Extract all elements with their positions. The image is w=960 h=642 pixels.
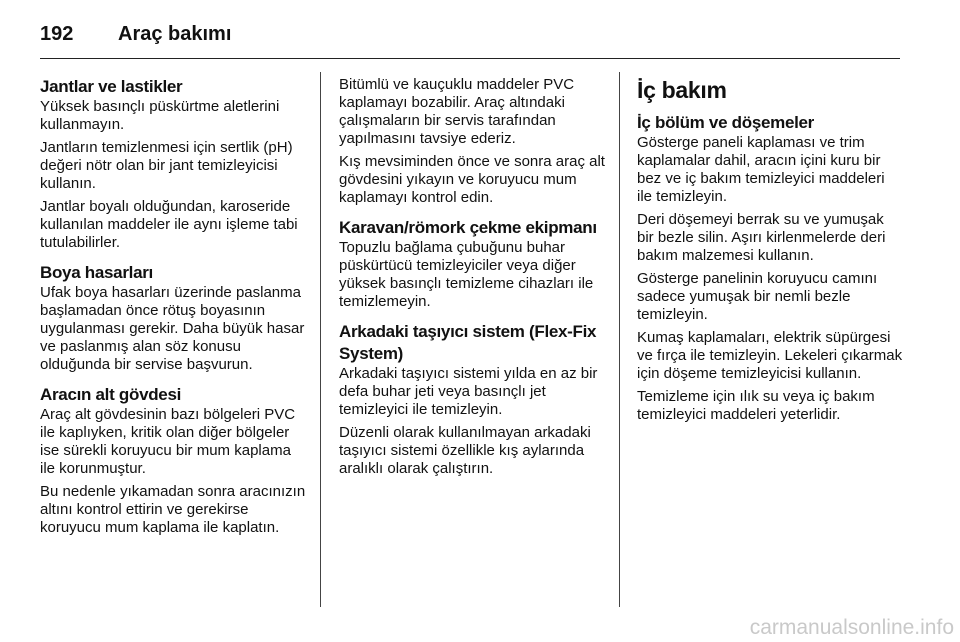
heading-interior-care: İç bakım	[637, 77, 727, 103]
heading-interior-upholstery: İç bölüm ve döşemeler	[637, 113, 814, 132]
paragraph: Kumaş kaplamaları, elektrik süpürgesi ve fırça ile temizleyin. Lekeleri çıkarmak için döşeme temizleyicisi kullanın.	[637, 329, 903, 382]
paragraph: Ufak boya hasarları üzerinde paslanma başlamadan önce rötuş boyasının uygulanması gerekir. Daha büyük hasar ve paslanmış alan söz konusu olduğunda bir servise başvurun.	[40, 284, 305, 373]
paragraph: Temizleme için ılık su veya iç bakım temizleyici maddeleri yeterlidir.	[637, 388, 875, 423]
paragraph: Gösterge panelinin koruyucu camını sadece yumuşak bir nemli bezle temizleyin.	[637, 270, 878, 323]
column-1	[40, 76, 308, 542]
paragraph: Deri döşemeyi berrak su ve yumuşak bir bezle silin. Aşırı kirlenmelerde deri bakım malzemesi kullanın.	[637, 211, 886, 264]
paragraph: Gösterge paneli kaplaması ve trim kaplamalar dahil, aracın içini kuru bir bez ve iç bakım temizleyici maddeleri ile temizleyin.	[637, 134, 885, 205]
column-divider	[320, 72, 321, 607]
page-header	[40, 14, 900, 54]
paragraph: Bu nedenle yıkamadan sonra aracınızın altını kontrol ettirin ve gerekirse koruyucu mum kaplama ile kaplatın.	[40, 483, 306, 536]
column-divider	[619, 72, 620, 607]
heading-paint-damage: Boya hasarları	[40, 263, 153, 282]
heading-wheels-tyres: Jantlar ve lastikler	[40, 77, 183, 96]
paragraph: Jantların temizlenmesi için sertlik (pH) değeri nötr olan bir jant temizleyicisi kullanın.	[40, 139, 293, 192]
column-3	[637, 76, 903, 429]
paragraph: Jantlar boyalı olduğundan, karoseride kullanılan maddeler ile aynı işleme tabi tutulabilirler.	[40, 198, 298, 251]
paragraph: Yüksek basınçlı püskürtme aletlerini kullanmayın.	[40, 98, 280, 133]
paragraph: Araç alt gövdesinin bazı bölgeleri PVC ile kaplıyken, kritik olan diğer bölgeler ise sürekli koruyucu bir mum kaplama ile korunmuştur.	[40, 406, 296, 477]
paragraph: Düzenli olarak kullanılmayan arkadaki taşıyıcı sistemi özellikle kış aylarında aralıklı olarak çalıştırın.	[339, 424, 591, 477]
header-rule	[40, 58, 900, 59]
paragraph: Topuzlu bağlama çubuğunu buhar püskürtücü temizleyiciler veya diğer yüksek basınçlı temizleme cihazları ile temizlemeyin.	[339, 239, 594, 310]
column-2	[339, 76, 611, 483]
section-title: Araç bakımı	[118, 22, 232, 45]
heading-underbody: Aracın alt gövdesi	[40, 385, 182, 404]
heading-rear-carrier: Arkadaki taşıyıcı sistem (Flex-Fix System)	[339, 322, 597, 363]
paragraph: Bitümlü ve kauçuklu maddeler PVC kaplamayı bozabilir. Araç altındaki çalışmaların bir servis tarafından yapılmasını tavsiye ederiz.	[339, 76, 575, 147]
paragraph: Arkadaki taşıyıcı sistemi yılda en az bir defa buhar jeti veya basınçlı jet temizleyici ile temizleyin.	[339, 365, 598, 418]
watermark: carmanualsonline.info	[749, 616, 954, 639]
page-number: 192	[40, 22, 74, 45]
paragraph: Kış mevsiminden önce ve sonra araç alt gövdesini yıkayın ve koruyucu mum kaplamayı kontrol edin.	[339, 153, 605, 206]
heading-towing-equipment: Karavan/römork çekme ekipmanı	[339, 218, 597, 237]
